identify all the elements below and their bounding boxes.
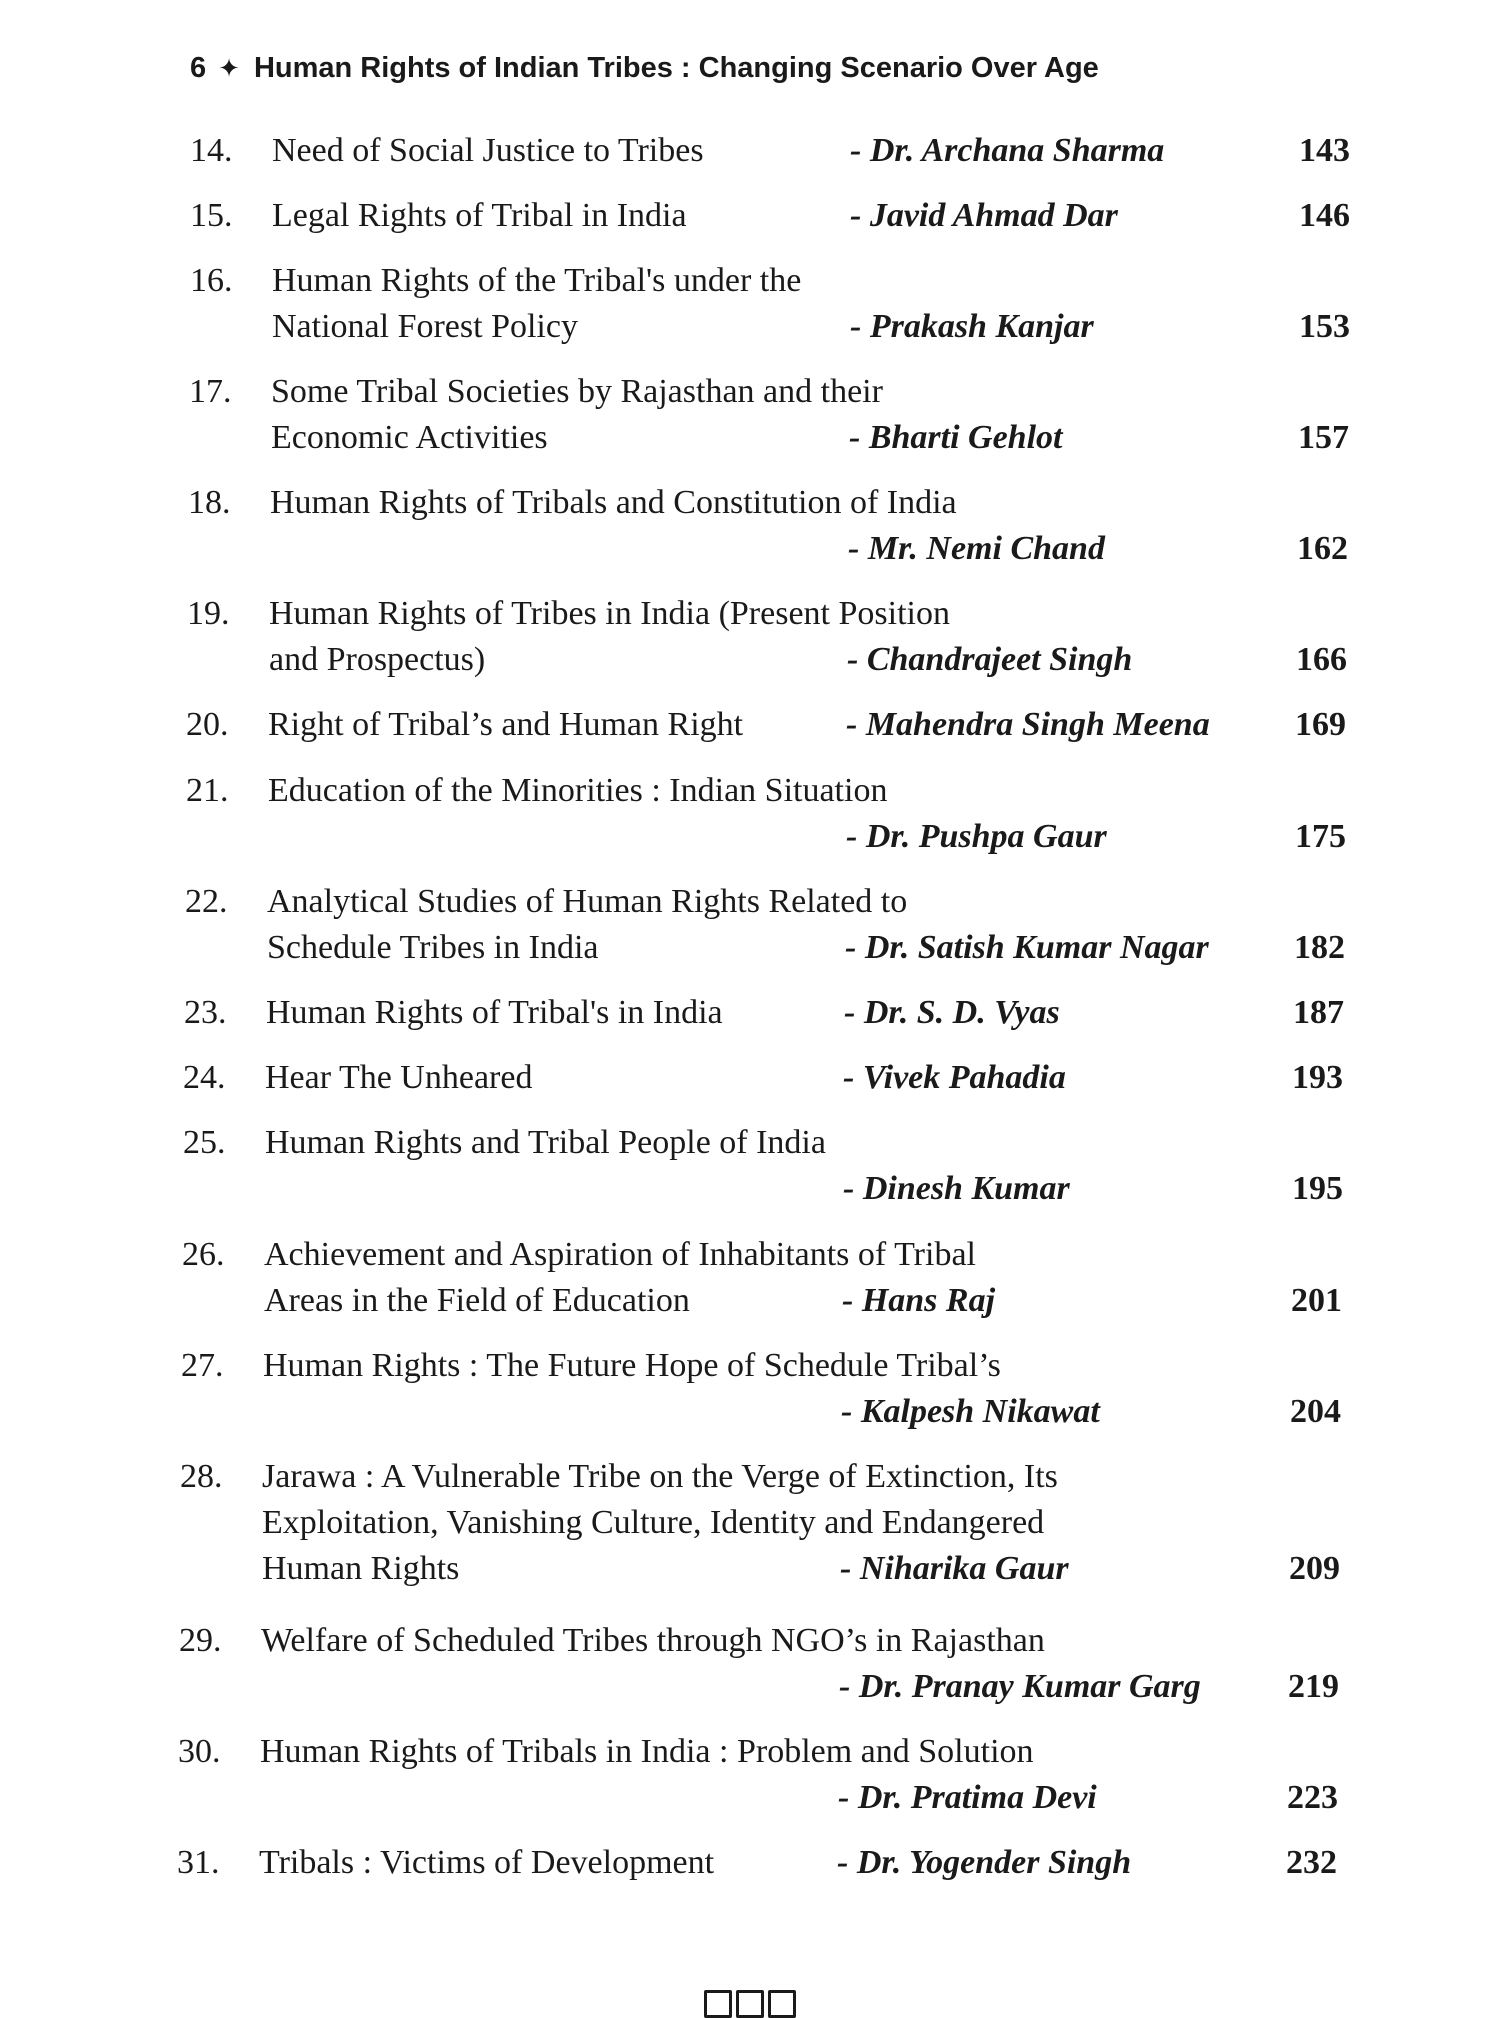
toc-entry-page: 182 bbox=[1294, 929, 1345, 966]
toc-entry-author: - Mahendra Singh Meena bbox=[846, 706, 1210, 743]
toc-entry-page: 175 bbox=[1295, 818, 1346, 855]
box-icon bbox=[768, 1990, 796, 2018]
toc-entry-number: 24. bbox=[183, 1059, 226, 1096]
toc-entry-title-line: Education of the Minorities : Indian Situation bbox=[268, 772, 888, 809]
box-icon bbox=[704, 1990, 732, 2018]
toc-entry-title-line: Areas in the Field of Education bbox=[264, 1282, 690, 1319]
toc-entry-title bbox=[270, 480, 1130, 526]
toc-entry-page: 162 bbox=[1297, 530, 1348, 567]
toc-entry-title bbox=[261, 1618, 1121, 1664]
toc-entry-page: 187 bbox=[1293, 994, 1344, 1031]
toc-entry-author: - Dr. Pranay Kumar Garg bbox=[839, 1668, 1201, 1705]
toc-entry-author: - Prakash Kanjar bbox=[850, 308, 1094, 345]
toc-entry-number: 26. bbox=[182, 1236, 225, 1273]
toc-entry-title-line: Human Rights of Tribals and Constitution of India bbox=[270, 484, 957, 521]
toc-entry-author: - Dinesh Kumar bbox=[843, 1170, 1070, 1207]
toc-entry-page: 195 bbox=[1292, 1170, 1343, 1207]
toc-entry-author: - Mr. Nemi Chand bbox=[848, 530, 1105, 567]
toc-entry-author: - Niharika Gaur bbox=[840, 1550, 1069, 1587]
toc-entry-page: 201 bbox=[1291, 1282, 1342, 1319]
toc-entry-number: 22. bbox=[185, 883, 228, 920]
toc-entry-author: - Hans Raj bbox=[842, 1282, 996, 1319]
toc-entry-number: 31. bbox=[177, 1844, 220, 1881]
toc-entry-title-line: Tribals : Victims of Development bbox=[259, 1844, 715, 1881]
four-pointed-star-icon: ✦ bbox=[218, 53, 240, 83]
toc-entry-page: 143 bbox=[1299, 132, 1350, 169]
toc-entry-number: 28. bbox=[180, 1458, 223, 1495]
toc-entry-title-line: Right of Tribal’s and Human Right bbox=[268, 706, 744, 743]
toc-entry-title-line: Need of Social Justice to Tribes bbox=[272, 132, 704, 169]
toc-entry-author: - Dr. Pushpa Gaur bbox=[846, 818, 1107, 855]
toc-entry-number: 16. bbox=[190, 262, 233, 299]
toc-entry-number: 21. bbox=[186, 772, 229, 809]
toc-entry-author: - Dr. Pratima Devi bbox=[838, 1779, 1097, 1816]
toc-entry-page: 209 bbox=[1289, 1550, 1340, 1587]
toc-entry-title-line: Legal Rights of Tribal in India bbox=[272, 197, 687, 234]
toc-entry-page: 223 bbox=[1287, 1779, 1338, 1816]
toc-entry-title-line: Exploitation, Vanishing Culture, Identity and Endangered bbox=[262, 1504, 1045, 1541]
toc-entry-author: - Dr. Yogender Singh bbox=[837, 1844, 1132, 1881]
toc-entry-page: 193 bbox=[1292, 1059, 1343, 1096]
toc-entry-title-line: Human Rights : The Future Hope of Schedule Tribal’s bbox=[263, 1347, 1001, 1384]
toc-entry-author: - Bharti Gehlot bbox=[849, 419, 1063, 456]
toc-entry-author: - Chandrajeet Singh bbox=[847, 641, 1133, 678]
toc-entry-number: 20. bbox=[186, 706, 229, 743]
toc-entry-page: 204 bbox=[1290, 1393, 1341, 1430]
toc-entry-title-line: Hear The Unheared bbox=[265, 1059, 533, 1096]
toc-entry-number: 27. bbox=[181, 1347, 224, 1384]
toc-entry-title-line: Human Rights bbox=[262, 1550, 460, 1587]
toc-entry-author: - Vivek Pahadia bbox=[843, 1059, 1066, 1096]
toc-entry-title-line: and Prospectus) bbox=[269, 641, 486, 678]
toc-entry-title-line: Jarawa : A Vulnerable Tribe on the Verge of Extinction, Its bbox=[262, 1458, 1058, 1495]
toc-entry-author: - Dr. Satish Kumar Nagar bbox=[845, 929, 1209, 966]
toc-entry-number: 23. bbox=[184, 994, 227, 1031]
toc-entry-title-line: Human Rights of Tribal's in India bbox=[266, 994, 723, 1031]
toc-entry-title-line: Schedule Tribes in India bbox=[267, 929, 599, 966]
toc-entry-page: 166 bbox=[1296, 641, 1347, 678]
toc-entry-author: - Dr. Archana Sharma bbox=[850, 132, 1165, 169]
toc-entry-title bbox=[265, 1120, 1125, 1166]
toc-entry-title-line: Human Rights and Tribal People of India bbox=[265, 1124, 826, 1161]
toc-entry-number: 15. bbox=[190, 197, 233, 234]
toc-entry-author: - Kalpesh Nikawat bbox=[841, 1393, 1100, 1430]
toc-entry-title-line: Human Rights of Tribals in India : Problem and Solution bbox=[260, 1733, 1034, 1770]
toc-entry-title-line: Achievement and Aspiration of Inhabitants of Tribal bbox=[264, 1236, 976, 1273]
toc-entry-number: 17. bbox=[189, 373, 232, 410]
box-icon bbox=[736, 1990, 764, 2018]
toc-entry-page: 157 bbox=[1298, 419, 1349, 456]
toc-entry-title-line: Analytical Studies of Human Rights Related to bbox=[267, 883, 908, 920]
toc-entry-number: 29. bbox=[179, 1622, 222, 1659]
header-page-number: 6 bbox=[190, 52, 207, 84]
toc-entry-number: 30. bbox=[178, 1733, 221, 1770]
header-book-title: Human Rights of Indian Tribes : Changing Scenario Over Age bbox=[253, 52, 1099, 84]
toc-entry-number: 14. bbox=[190, 132, 233, 169]
toc-entry-author: - Javid Ahmad Dar bbox=[850, 197, 1118, 234]
toc-entry-author: - Dr. S. D. Vyas bbox=[844, 994, 1060, 1031]
toc-entry-page: 153 bbox=[1299, 308, 1350, 345]
toc-entry-title bbox=[263, 1343, 1123, 1389]
toc-entry-number: 25. bbox=[183, 1124, 226, 1161]
toc-entry-title-line: Economic Activities bbox=[271, 419, 548, 456]
three-boxes-end-mark-icon bbox=[704, 1990, 796, 2018]
toc-entry-title bbox=[260, 1729, 1120, 1775]
toc-entry-title-line: Human Rights of Tribes in India (Present Position bbox=[269, 595, 950, 632]
toc-entry-page: 146 bbox=[1299, 197, 1350, 234]
toc-entry-number: 18. bbox=[188, 484, 231, 521]
toc-entry-title-line: National Forest Policy bbox=[272, 308, 578, 345]
toc-entry-number: 19. bbox=[187, 595, 230, 632]
toc-entry-page: 219 bbox=[1288, 1668, 1339, 1705]
toc-entry-page: 169 bbox=[1295, 706, 1346, 743]
toc-entry-title-line: Some Tribal Societies by Rajasthan and their bbox=[271, 373, 883, 410]
toc-entry-title bbox=[268, 768, 1128, 814]
toc-entry-page: 232 bbox=[1286, 1844, 1337, 1881]
toc-entry-title-line: Human Rights of the Tribal's under the bbox=[272, 262, 802, 299]
toc-entry-title-line: Welfare of Scheduled Tribes through NGO’s in Rajasthan bbox=[261, 1622, 1045, 1659]
